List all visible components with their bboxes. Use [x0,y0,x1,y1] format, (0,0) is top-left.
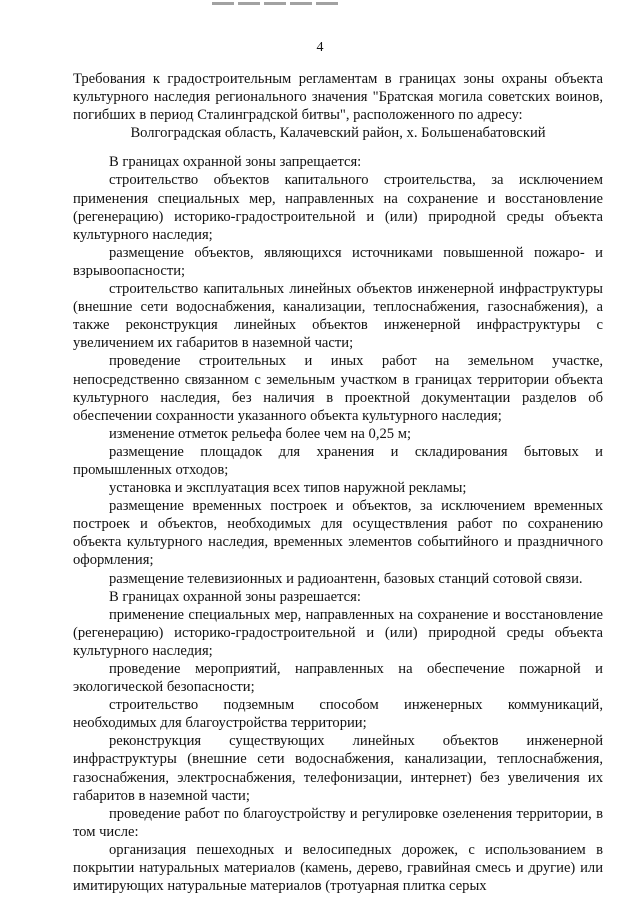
paragraph: проведение строительных и иных работ на земельном участке, непосредственно связанном с земельным участком в границах территории объекта культурного наследия, без наличия в проектной документации разделов об обеспечении сохранности указанного объекта культурного наследия; [73,353,603,424]
document-title: Требования к градостроительным регламентам в границах зоны охраны объекта культурного наследия регионального значения "Братская могила советских воинов, погибших в период Сталинградской битвы", расположенного по адресу: [73,71,603,124]
paragraph: строительство подземным способом инженерных коммуникаций, необходимых для благоустройства территории; [73,697,603,732]
paragraph: реконструкция существующих линейных объектов инженерной инфраструктуры (внешние сети водоснабжения, канализации, теплоснабжения, газоснабжения, электроснабжения, телефонизации, интернет) без увеличения их габаритов в наземной части; [73,733,603,804]
paragraph: установка и эксплуатация всех типов наружной рекламы; [109,480,467,497]
paragraph: применение специальных мер, направленных на сохранение и восстановление (регенерацию) историко-градостроительной и (или) природной среды объекта культурного наследия; [73,606,603,659]
paragraph: строительство капитальных линейных объектов инженерной инфраструктуры (внешние сети водоснабжения, канализации, теплоснабжения, газоснабжения), а также реконструкция линейных объектов инженерной инфраструктуры с увеличением их габаритов в наземной части; [73,281,603,352]
scan-top-mark [212,2,342,5]
paragraph: организация пешеходных и велосипедных дорожек, с использованием в покрытии натуральных материалов (камень, дерево, гравийная смесь и другие) или имитирующих натуральные материалов (тротуарная плитка серых [73,841,603,895]
paragraph: размещение временных построек и объектов, за исключением временных построек и объектов, необходимых для осуществления работ по сохранению объекта культурного наследия, временных элементов событийного и праздничного оформления; [73,498,603,569]
paragraph: проведение работ по благоустройству и регулировке озеленения территории, в том числе: [73,805,603,840]
page-number: 4 [316,40,324,55]
paragraph: изменение отметок рельефа более чем на 0,25 м; [109,425,412,442]
document-address: Волгоградская область, Калачевский район, х. Большенабатовский [130,125,546,142]
paragraph: размещение площадок для хранения и складирования бытовых и промышленных отходов; [73,443,603,478]
paragraph: строительство объектов капитального строительства, за исключением применения специальных мер, направленных на сохранение и восстановление (регенерацию) историко-градостроительной и (или) природной среды объекта культурного наследия; [73,172,603,243]
paragraph: размещение телевизионных и радиоантенн, базовых станций сотовой связи. [109,570,583,587]
paragraph-allowed-heading: В границах охранной зоны разрешается: [109,588,361,605]
paragraph-prohibited-heading: В границах охранной зоны запрещается: [109,154,362,171]
document-body [73,70,603,895]
paragraph: проведение мероприятий, направленных на обеспечение пожарной и экологической безопасности; [73,661,603,696]
paragraph: размещение объектов, являющихся источниками повышенной пожаро- и взрывоопасности; [73,244,603,279]
